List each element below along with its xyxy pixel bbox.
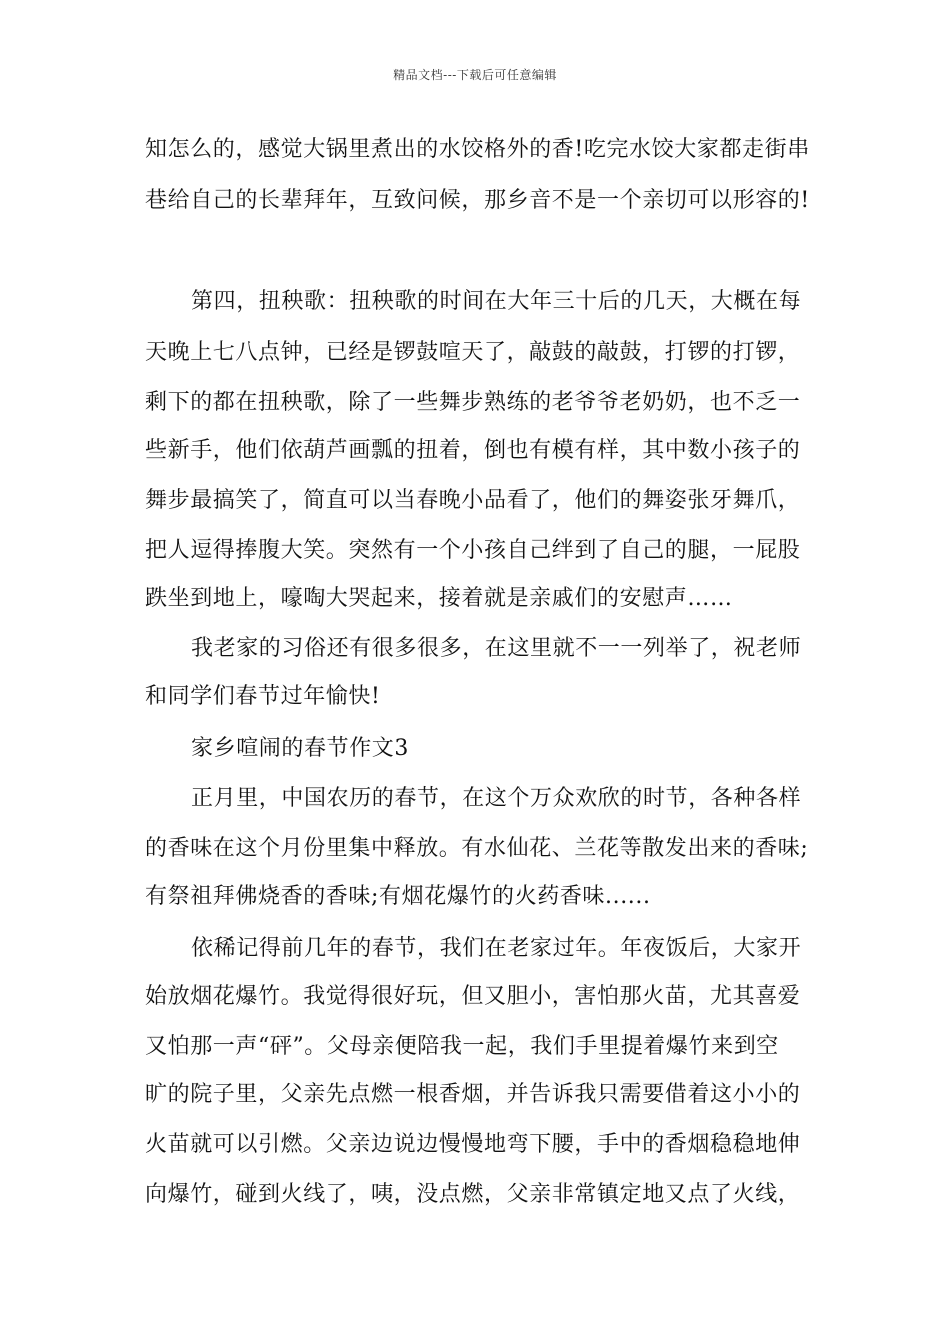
text-line: 剩下的都在扭秧歌，除了一些舞步熟练的老爷爷老奶奶，也不乏一 <box>145 390 801 415</box>
text-line: 巷给自己的长辈拜年，互致问候，那乡音不是一个亲切可以形容的! <box>145 188 810 213</box>
text-line: 跌坐到地上，嚎啕大哭起来，接着就是亲戚们的安慰声…… <box>145 586 733 611</box>
paragraph-first-line: 依稀记得前几年的春节，我们在老家过年。年夜饭后，大家开 <box>191 936 802 961</box>
text-line: 把人逗得捧腹大笑。突然有一个小孩自己绊到了自己的腿，一屁股 <box>145 538 801 563</box>
text-line: 舞步最搞笑了，简直可以当春晚小品看了，他们的舞姿张牙舞爪， <box>145 488 801 513</box>
text-line: 旷的院子里，父亲先点燃一根香烟，并告诉我只需要借着这小小的 <box>145 1082 801 1107</box>
paragraph-first-line: 第四，扭秧歌：扭秧歌的时间在大年三十后的几天，大概在每 <box>191 289 802 314</box>
paragraph-first-line: 我老家的习俗还有很多很多，在这里就不一一列举了，祝老师 <box>191 636 802 661</box>
text-line: 知怎么的，感觉大锅里煮出的水饺格外的香!吃完水饺大家都走街串 <box>145 137 810 162</box>
text-line: 的香味在这个月份里集中释放。有水仙花、兰花等散发出来的香味; <box>145 836 809 861</box>
text-line: 和同学们春节过年愉快! <box>145 684 381 709</box>
text-line: 又怕那一声“砰”。父母亲便陪我一起，我们手里提着爆竹来到空 <box>145 1034 779 1059</box>
text-line: 向爆竹，碰到火线了，咦，没点燃，父亲非常镇定地又点了火线， <box>145 1182 801 1207</box>
section-heading: 家乡喧闹的春节作文3 <box>191 736 409 761</box>
text-line: 始放烟花爆竹。我觉得很好玩，但又胆小，害怕那火苗，尤其喜爱 <box>145 984 801 1009</box>
paragraph-first-line: 正月里，中国农历的春节，在这个万众欢欣的时节，各种各样 <box>191 786 802 811</box>
page-header: 精品文档---下载后可任意编辑 <box>393 68 557 82</box>
text-line: 有祭祖拜佛烧香的香味;有烟花爆竹的火药香味...... <box>145 884 651 909</box>
text-line: 火苗就可以引燃。父亲边说边慢慢地弯下腰，手中的香烟稳稳地伸 <box>145 1132 801 1157</box>
text-line: 些新手，他们依葫芦画瓢的扭着，倒也有模有样，其中数小孩子的 <box>145 438 801 463</box>
text-line: 天晚上七八点钟，已经是锣鼓喧天了，敲鼓的敲鼓，打锣的打锣， <box>145 340 801 365</box>
